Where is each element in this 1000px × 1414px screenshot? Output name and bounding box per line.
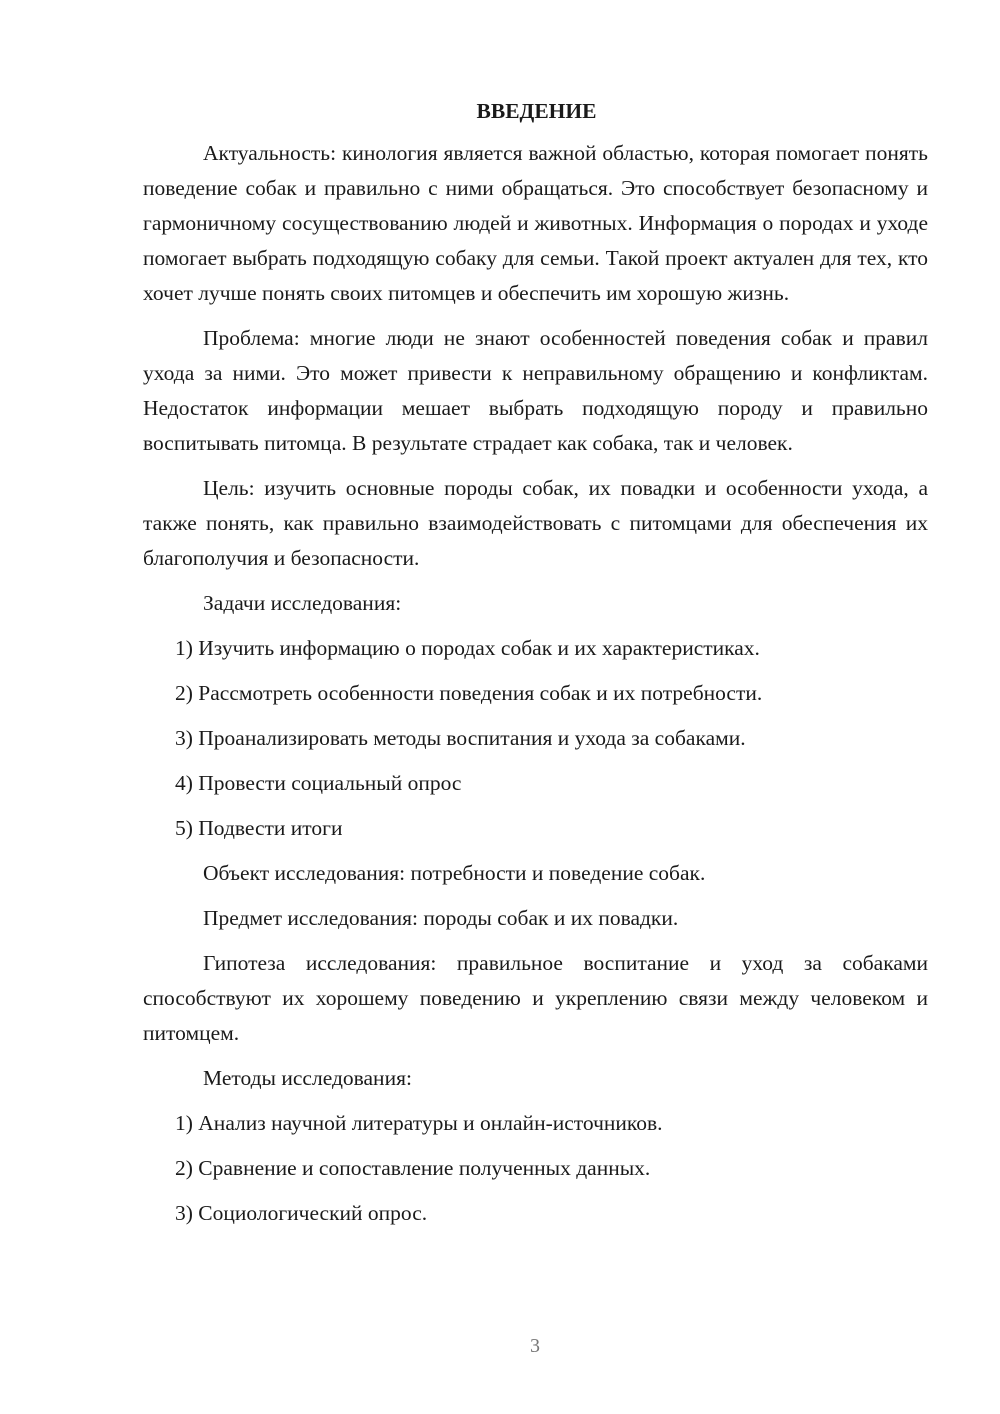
tasks-heading: Задачи исследования:	[203, 591, 402, 615]
list-item: 2) Рассмотреть особенности поведения собак и их потребности.	[175, 681, 763, 705]
page-title: ВВЕДЕНИЕ	[476, 99, 597, 123]
methods-heading: Методы исследования:	[203, 1066, 412, 1090]
tasks-list	[143, 631, 928, 846]
list-item: 3) Социологический опрос.	[175, 1201, 428, 1225]
page-number: 3	[530, 1335, 540, 1357]
list-item: 1) Изучить информацию о породах собак и их характеристиках.	[175, 636, 760, 660]
document-page	[143, 96, 928, 1241]
paragraph-subject: Предмет исследования: породы собак и их повадки.	[203, 906, 679, 930]
list-item: 1) Анализ научной литературы и онлайн-источников.	[175, 1111, 663, 1135]
methods-list	[143, 1106, 928, 1231]
paragraph-hypothesis: Гипотеза исследования: правильное воспитание и уход за собаками способствуют их хорошему поведению и укреплению связи между человеком и питомцем.	[143, 951, 928, 1045]
paragraph-problem: Проблема: многие люди не знают особенностей поведения собак и правил ухода за ними. Это может привести к неправильному обращению и конфликтам. Недостаток информации мешает выбрать подходящую породу и правильно воспитывать питомца. В результате страдает как собака, так и человек.	[143, 326, 928, 455]
list-item: 2) Сравнение и сопоставление полученных данных.	[175, 1156, 651, 1180]
paragraph-relevance: Актуальность: кинология является важной областью, которая помогает понять поведение собак и правильно с ними обращаться. Это способствует безопасному и гармоничному сосуществованию людей и животных. Информация о породах и уходе помогает выбрать подходящую собаку для семьи. Такой проект актуален для тех, кто хочет лучше понять своих питомцев и обеспечить им хорошую жизнь.	[143, 141, 928, 305]
list-item: 5) Подвести итоги	[175, 816, 343, 840]
list-item: 3) Проанализировать методы воспитания и ухода за собаками.	[175, 726, 746, 750]
list-item: 4) Провести социальный опрос	[175, 771, 462, 795]
paragraph-object: Объект исследования: потребности и поведение собак.	[203, 861, 706, 885]
paragraph-goal: Цель: изучить основные породы собак, их повадки и особенности ухода, а также понять, как правильно взаимодействовать с питомцами для обеспечения их благополучия и безопасности.	[143, 476, 928, 570]
